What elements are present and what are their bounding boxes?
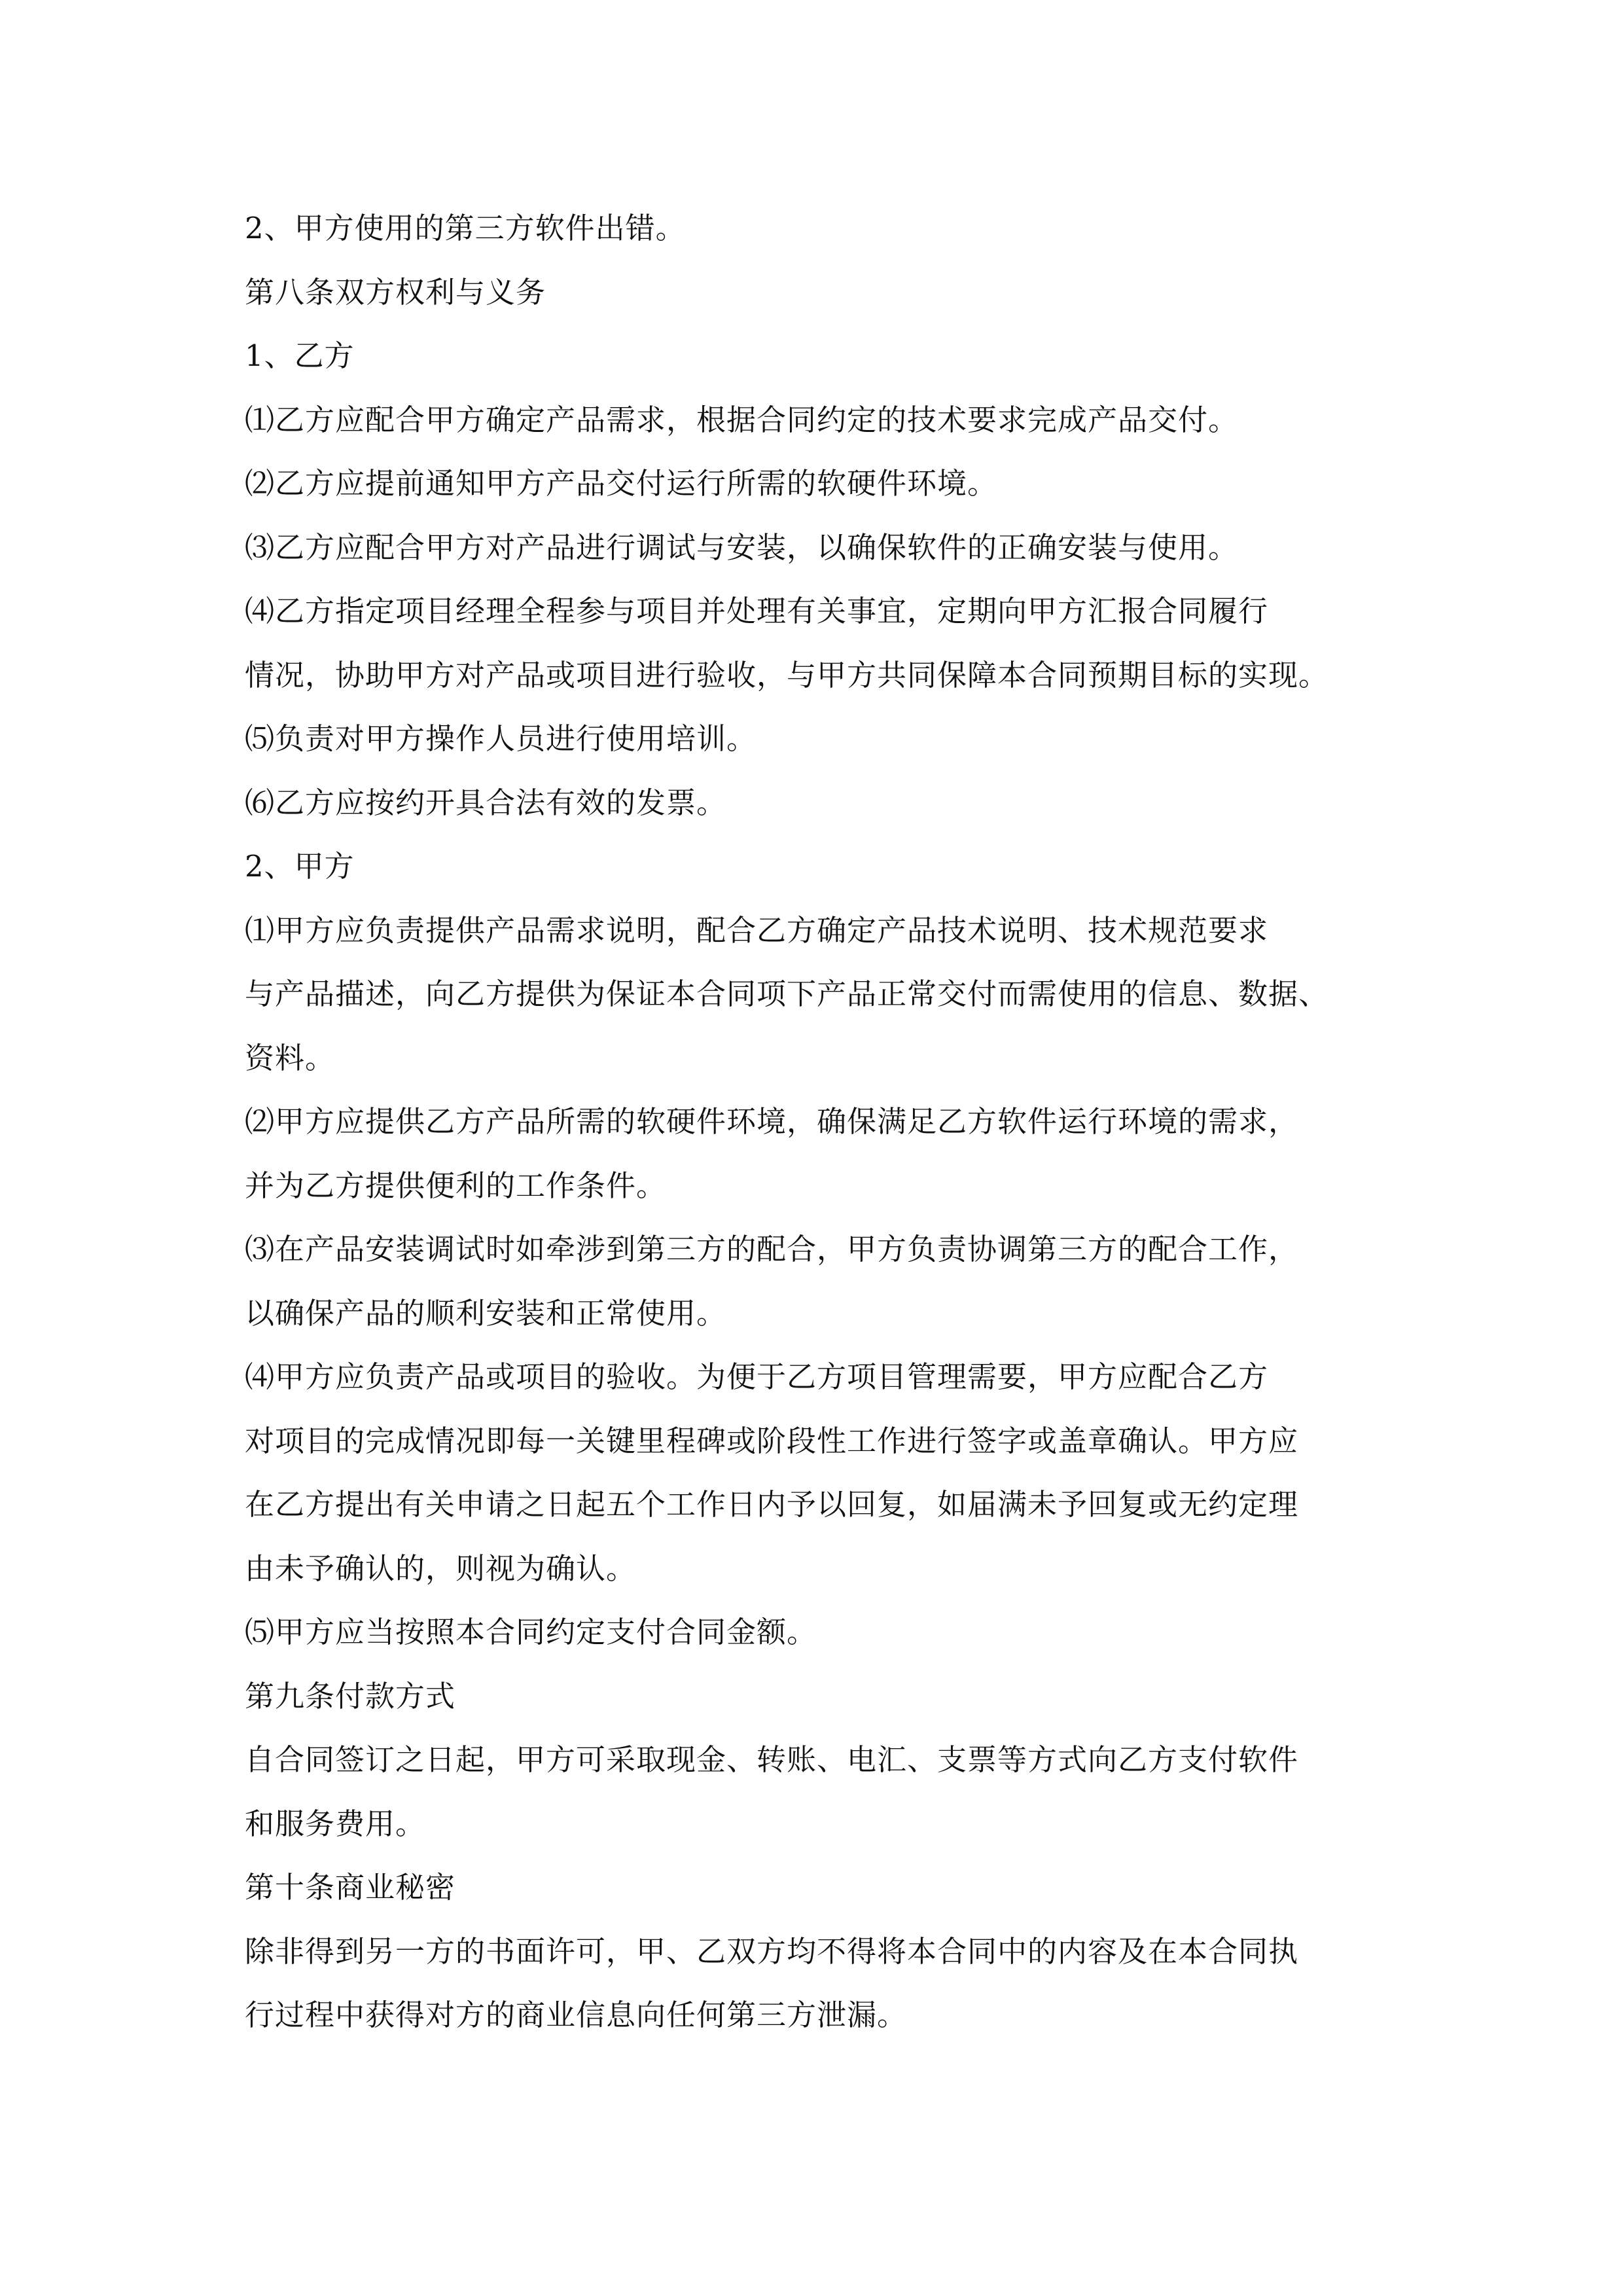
document-body (245, 196, 1383, 2047)
paragraph-line: 由未予确认的，则视为确认。 (245, 1551, 637, 1586)
paragraph-line: 除非得到另一方的书面许可，甲、乙双方均不得将本合同中的内容及在本合同执 (245, 1933, 1299, 1969)
paragraph-line: ⑹乙方应按约开具合法有效的发票。 (245, 785, 727, 820)
paragraph-line: ⑷乙方指定项目经理全程参与项目并处理有关事宜，定期向甲方汇报合同履行 (245, 594, 1269, 628)
paragraph-line: ⑷甲方应负责产品或项目的验收。为便于乙方项目管理需要，甲方应配合乙方 (245, 1359, 1269, 1394)
paragraph-line: ⑶在产品安装调试时如牵涉到第三方的配合，甲方负责协调第三方的配合工作， (245, 1232, 1299, 1266)
paragraph-line: 以确保产品的顺利安装和正常使用。 (245, 1295, 727, 1331)
paragraph-line: ⑶乙方应配合甲方对产品进行调试与安装，以确保软件的正确安装与使用。 (245, 529, 1239, 565)
paragraph-line: ⑴甲方应负责提供产品需求说明，配合乙方确定产品技术说明、技术规范要求 (245, 912, 1269, 948)
paragraph-line: ⑸甲方应当按照本合同约定支付合同金额。 (245, 1615, 817, 1649)
section-heading-article-10: 第十条商业秘密 (245, 1870, 456, 1905)
paragraph-line: 自合同签订之日起，甲方可采取现金、转账、电汇、支票等方式向乙方支付软件 (245, 1742, 1299, 1777)
paragraph-line: 行过程中获得对方的商业信息向任何第三方泄漏。 (245, 1998, 908, 2032)
paragraph-line: 和服务费用。 (245, 1806, 426, 1841)
paragraph-line: 与产品描述，向乙方提供为保证本合同项下产品正常交付而需使用的信息、数据、 (245, 977, 1329, 1011)
paragraph-line: ⑸负责对甲方操作人员进行使用培训。 (245, 721, 757, 756)
paragraph-line: 在乙方提出有关申请之日起五个工作日内予以回复，如届满未予回复或无约定理 (245, 1487, 1299, 1522)
subheading-party-b: 1、乙方 (245, 338, 355, 373)
section-heading-article-8: 第八条双方权利与义务 (245, 274, 546, 310)
paragraph-line: 资料。 (245, 1040, 336, 1075)
paragraph-line: ⑵甲方应提供乙方产品所需的软硬件环境，确保满足乙方软件运行环境的需求， (245, 1104, 1299, 1139)
paragraph-line: ⑵乙方应提前通知甲方产品交付运行所需的软硬件环境。 (245, 466, 998, 501)
paragraph-line: ⑴乙方应配合甲方确定产品需求，根据合同约定的技术要求完成产品交付。 (245, 402, 1239, 437)
section-heading-article-9: 第九条付款方式 (245, 1678, 456, 1713)
subheading-party-a: 2、甲方 (245, 849, 355, 884)
paragraph-line: 并为乙方提供便利的工作条件。 (245, 1168, 667, 1203)
paragraph-line: 2、甲方使用的第三方软件出错。 (245, 211, 686, 245)
paragraph-line: 对项目的完成情况即每一关键里程碑或阶段性工作进行签字或盖章确认。甲方应 (245, 1423, 1299, 1458)
paragraph-line: 情况，协助甲方对产品或项目进行验收，与甲方共同保障本合同预期目标的实现。 (245, 657, 1329, 692)
